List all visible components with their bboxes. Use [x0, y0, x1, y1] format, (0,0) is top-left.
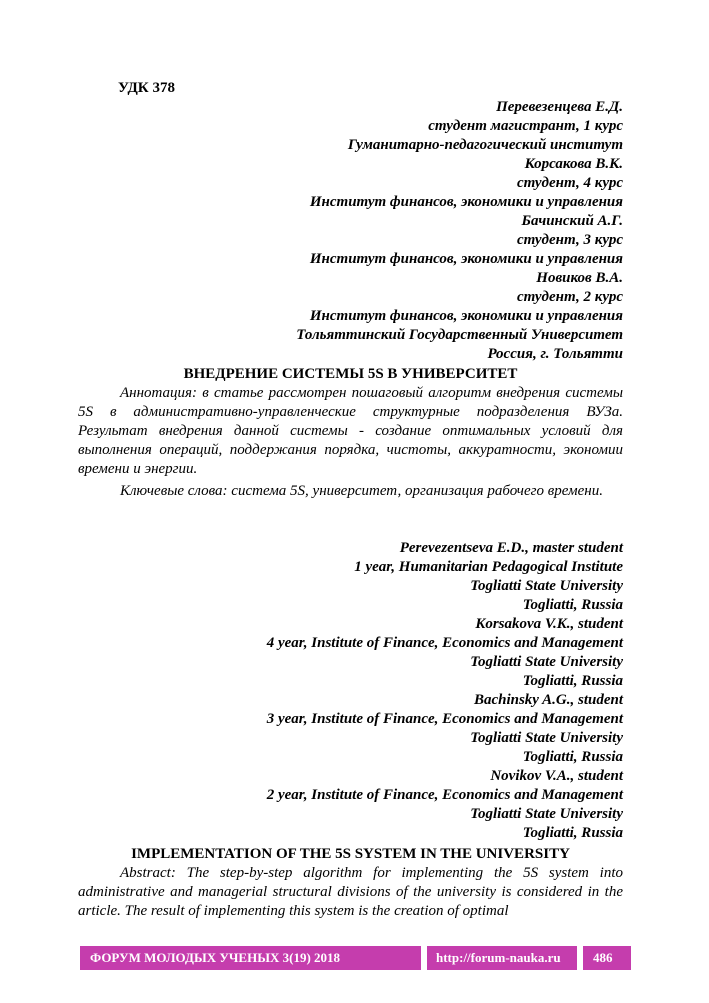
ru-article-title: ВНЕДРЕНИЕ СИСТЕМЫ 5S В УНИВЕРСИТЕТ [183, 366, 518, 382]
en-author-line: 3 year, Institute of Finance, Economics and Management [266, 711, 623, 727]
ru-author-line: Институт финансов, экономики и управления [309, 251, 623, 267]
en-author-line: 4 year, Institute of Finance, Economics and Management [266, 635, 623, 651]
ru-author-line: Перевезенцева Е.Д. [496, 99, 623, 115]
en-article-title: IMPLEMENTATION OF THE 5S SYSTEM IN THE UNIVERSITY [131, 846, 570, 862]
ru-author-line: Россия, г. Тольятти [487, 346, 623, 362]
en-author-line: Togliatti State University [470, 578, 623, 594]
en-author-line: Togliatti State University [470, 654, 623, 670]
en-abstract: Abstract: The step-by-step algorithm for implementing the 5S system into administrative and managerial structural divisions of the university is considered in the article. The result of implementing this system is the creation of optimal [78, 865, 623, 919]
en-author-line: Bachinsky A.G., student [473, 692, 623, 708]
en-author-line: Togliatti State University [470, 730, 623, 746]
ru-author-line: Корсакова В.К. [524, 156, 623, 172]
en-author-line: Perevezentseva E.D., master student [399, 540, 623, 556]
ru-author-line: студент, 4 курс [516, 175, 623, 191]
ru-author-line: Новиков В.А. [536, 270, 623, 286]
ru-author-line: Тольяттинский Государственный Университет [296, 327, 623, 343]
ru-author-line: Институт финансов, экономики и управления [309, 308, 623, 324]
ru-author-line: Гуманитарно-педагогический институт [347, 137, 623, 153]
en-author-line: Togliatti, Russia [522, 673, 623, 689]
ru-author-line: Бачинский А.Г. [521, 213, 623, 229]
ru-abstract: Аннотация: в статье рассмотрен пошаговый алгоритм внедрения системы 5S в административно-управленческие структурные подразделения ВУЗа. Результат внедрения данной системы - создание оптимальных условий для выполнения операций, поддержания порядка, чистоты, аккуратности, экономии времени и энергии. [78, 385, 623, 477]
footer-journal-title: ФОРУМ МОЛОДЫХ УЧЕНЫХ 3(19) 2018 [90, 950, 341, 965]
ru-author-line: студент, 3 курс [516, 232, 623, 248]
en-author-line: Togliatti, Russia [522, 825, 623, 841]
en-author-line: Togliatti, Russia [522, 749, 623, 765]
page-number: 486 [593, 950, 613, 965]
en-author-line: 2 year, Institute of Finance, Economics and Management [266, 787, 623, 803]
ru-author-line: Институт финансов, экономики и управления [309, 194, 623, 210]
en-author-line: Togliatti State University [470, 806, 623, 822]
footer-url[interactable]: http://forum-nauka.ru [436, 950, 561, 965]
journal-footer-bar [80, 946, 631, 970]
udk-code: УДК 378 [118, 80, 175, 96]
ru-author-line: студент магистрант, 1 курс [428, 118, 623, 134]
footer-divider [421, 946, 427, 970]
en-author-line: 1 year, Humanitarian Pedagogical Institute [354, 559, 623, 575]
en-author-line: Novikov V.A., student [490, 768, 623, 784]
ru-author-line: студент, 2 курс [516, 289, 623, 305]
footer-divider [577, 946, 583, 970]
en-author-line: Korsakova V.K., student [475, 616, 623, 632]
ru-keywords: Ключевые слова: система 5S, университет, организация рабочего времени. [120, 483, 603, 499]
en-author-line: Togliatti, Russia [522, 597, 623, 613]
